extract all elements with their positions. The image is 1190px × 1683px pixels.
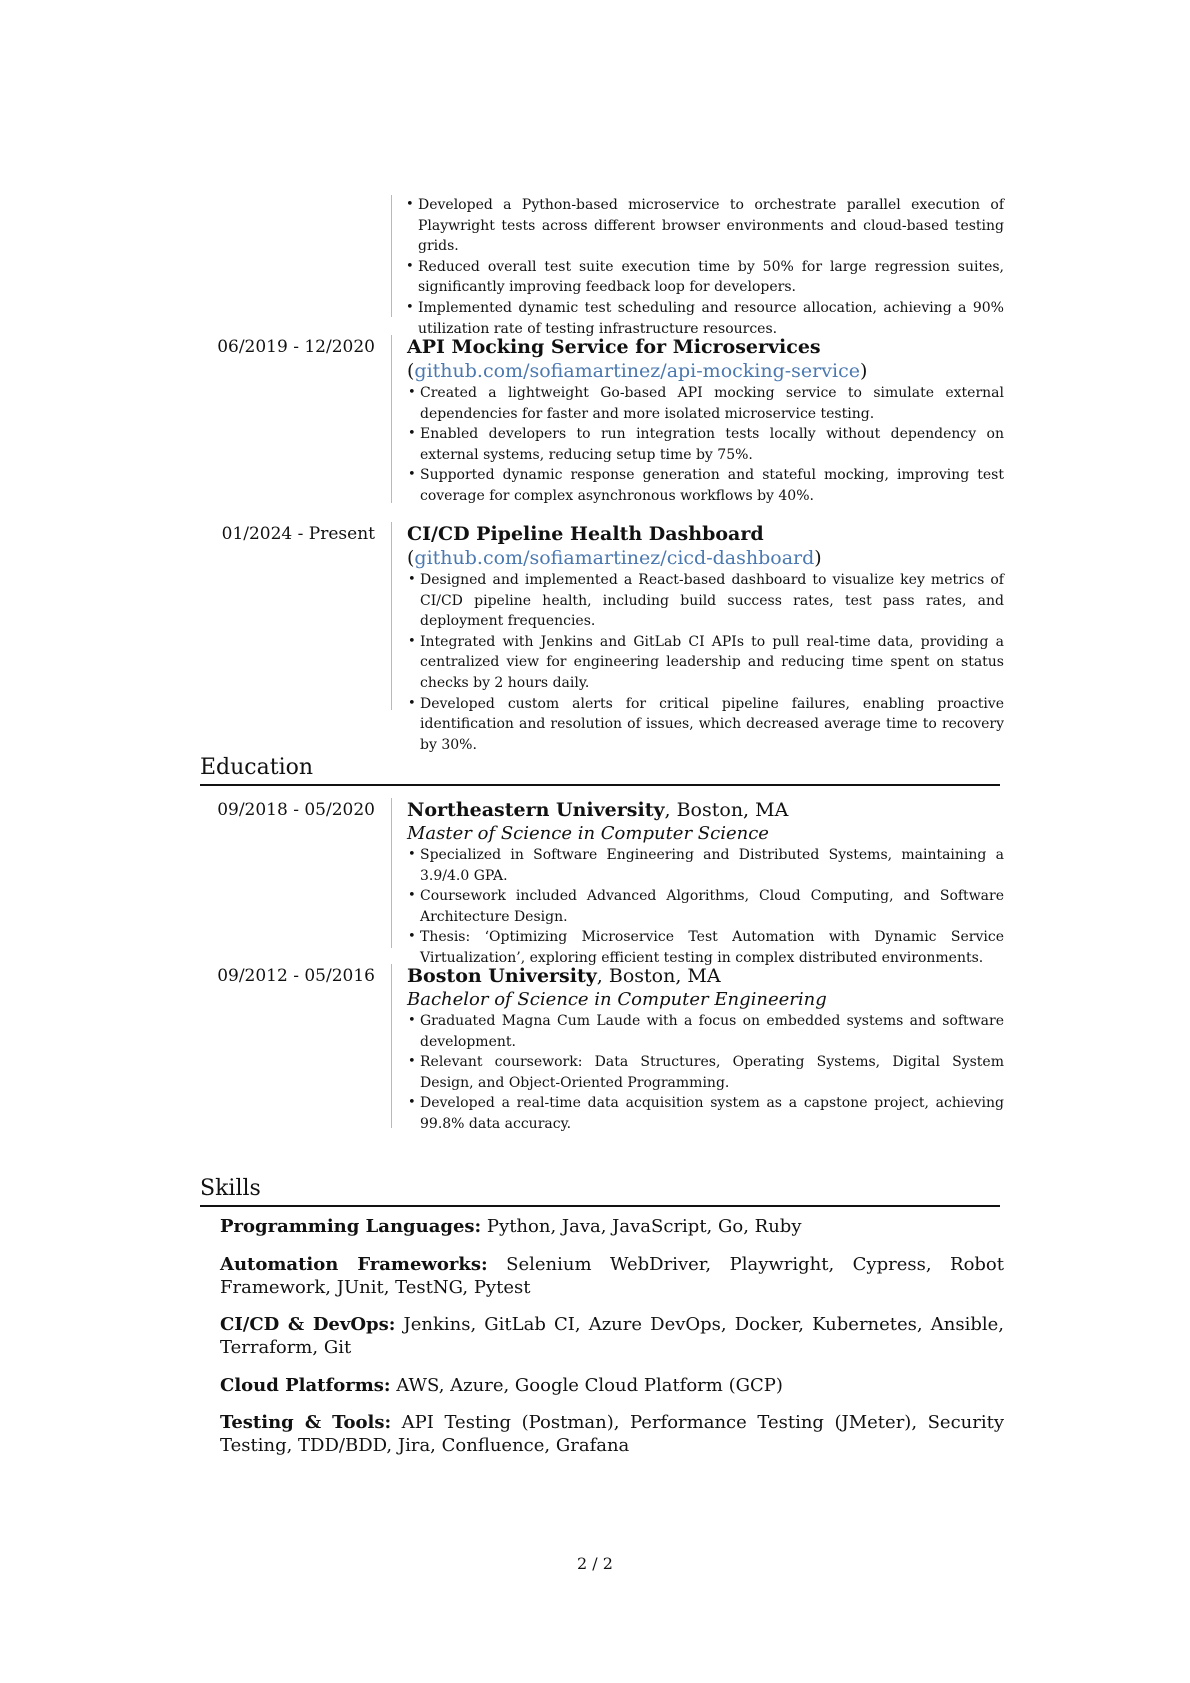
list-item: • Thesis: ‘Optimizing Microservice Test Automation with Dynamic Service Virtualization’, exploring efficient testing in complex distributed environments. [407,927,1004,968]
school-name: Northeastern University [407,799,665,821]
entry-date: 06/2019 - 12/2020 [217,337,375,357]
section-heading-education: Education [200,754,1000,786]
degree: Master of Science in Computer Science [407,823,769,844]
degree: Bachelor of Science in Computer Engineering [407,989,827,1010]
school-location: , Boston, MA [664,799,789,821]
list-item: • Coursework included Advanced Algorithms, Cloud Computing, and Software Architecture Design. [407,886,1004,927]
project-title: API Mocking Service for Microservices (github.com/sofiamartinez/api-mocking-service) [407,336,868,382]
list-item: • Specialized in Software Engineering and Distributed Systems, maintaining a 3.9/4.0 GPA. [407,845,1004,886]
project-title: CI/CD Pipeline Health Dashboard (github.com/sofiamartinez/cicd-dashboard) [407,523,822,569]
skill-label: Automation Frameworks: [220,1253,488,1275]
list-item: • Implemented dynamic test scheduling and resource allocation, achieving a 90% utilization rate of testing infrastructure resources. [405,298,1004,339]
skill-value: Selenium WebDriver, Playwright, Cypress, Robot Framework, JUnit, TestNG, Pytest [220,1253,1004,1298]
school-line [407,964,1004,988]
skill-value: Jenkins, GitLab CI, Azure DevOps, Docker, Kubernetes, Ansible, Terraform, Git [220,1314,1004,1358]
list-item: • Supported dynamic response generation and stateful mocking, improving test coverage for complex asynchronous workflows by 40%. [407,465,1004,506]
skill-value: AWS, Azure, Google Cloud Platform (GCP) [390,1374,783,1396]
list-item: • Integrated with Jenkins and GitLab CI APIs to pull real-time data, providing a centralized view for engineering leadership and reducing time spent on status checks by 2 hours daily. [407,632,1004,694]
school-name: Boston University [407,965,597,987]
project-name: CI/CD Pipeline Health Dashboard [407,523,764,545]
school-location: , Boston, MA [596,965,721,987]
skill-label: Testing & Tools: [220,1412,392,1433]
bullet-list [407,383,1004,507]
bullet-list [405,195,1004,339]
list-item: • Designed and implemented a React-based dashboard to visualize key metrics of CI/CD pipeline health, including build success rates, test pass rates, and deployment frequencies. [407,570,1004,632]
skill-item [220,1411,1004,1457]
entry-rule [391,522,392,710]
entry-rule [391,195,392,317]
skill-label: Programming Languages: [220,1216,482,1237]
entry-rule [391,335,392,503]
list-item: • Relevant coursework: Data Structures, Operating Systems, Digital System Design, and Object-Oriented Programming. [407,1052,1004,1093]
bullet-list [407,1011,1004,1135]
skill-item [220,1253,1004,1299]
entry-date: 09/2018 - 05/2020 [217,800,375,820]
entry-rule [391,964,392,1128]
skill-item [220,1374,1004,1397]
list-item: • Enabled developers to run integration tests locally without dependency on external systems, reducing setup time by 75%. [407,424,1004,465]
skill-value: API Testing (Postman), Performance Testing (JMeter), Security Testing, TDD/BDD, Jira, Confluence, Grafana [220,1412,1005,1456]
list-item: • Reduced overall test suite execution time by 50% for large regression suites, significantly improving feedback loop for developers. [405,257,1004,298]
project-name: API Mocking Service for Microservices [407,336,821,358]
skill-label: Cloud Platforms: [220,1374,391,1396]
page-number: 2 / 2 [577,1554,613,1573]
skill-item [220,1215,1004,1238]
list-item: • Developed a Python-based microservice to orchestrate parallel execution of Playwright tests across different browser environments and cloud-based testing grids. [405,195,1004,257]
skill-label: CI/CD & DevOps: [220,1314,396,1335]
list-item: • Developed custom alerts for critical pipeline failures, enabling proactive identification and resolution of issues, which decreased average time to recovery by 30%. [407,694,1004,756]
project-link[interactable]: github.com/sofiamartinez/api-mocking-service [414,360,860,382]
list-item: • Developed a real-time data acquisition system as a capstone project, achieving 99.8% data accuracy. [407,1093,1004,1134]
bullet-list [407,845,1004,969]
entry-date: 01/2024 - Present [221,524,375,544]
entry-date: 09/2012 - 05/2016 [217,966,375,986]
school-line [407,798,1004,822]
bullet-list [407,570,1004,755]
project-link[interactable]: github.com/sofiamartinez/cicd-dashboard [414,547,815,569]
list-item: • Graduated Magna Cum Laude with a focus on embedded systems and software development. [407,1011,1004,1052]
skills-list [220,1215,1004,1472]
skill-value: Python, Java, JavaScript, Go, Ruby [481,1216,802,1237]
entry-rule [391,798,392,948]
section-heading-skills: Skills [200,1175,1000,1207]
skill-item [220,1313,1004,1359]
list-item: • Created a lightweight Go-based API mocking service to simulate external dependencies for faster and more isolated microservice testing. [407,383,1004,424]
